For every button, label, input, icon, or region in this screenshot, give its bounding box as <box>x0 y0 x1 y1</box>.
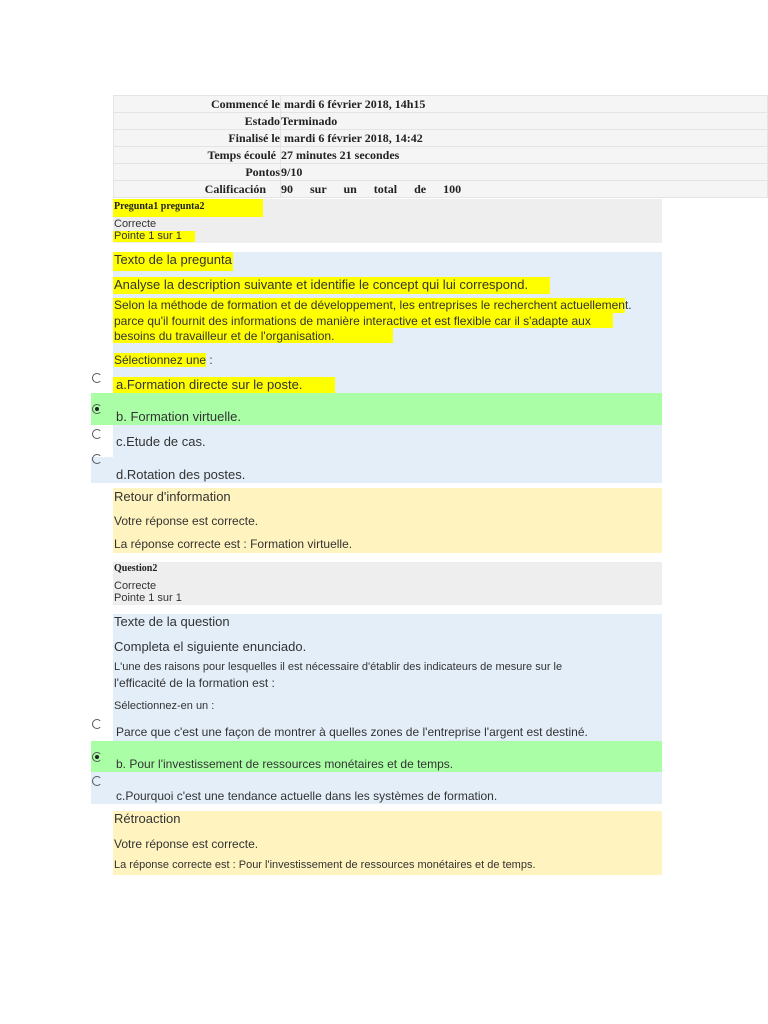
q1-option-d[interactable]: d.Rotation des postes. <box>116 467 246 482</box>
summary-row-time <box>114 147 768 164</box>
q2-feedback-answer: La réponse correcte est : Pour l'investissement de ressources monétaires et de temps. <box>114 859 536 871</box>
q1-option-c[interactable]: c.Etude de cas. <box>116 434 206 449</box>
summary-label: Temps écoulé <box>114 147 281 164</box>
q1-feedback-answer: La réponse correcte est : Formation virtuelle. <box>114 537 353 551</box>
attempt-summary-table <box>113 95 768 198</box>
summary-value: 90 sur un total de 100 <box>281 181 768 198</box>
q1-select-label-suffix: : <box>206 353 213 367</box>
q2-option-a-radio[interactable] <box>92 719 102 729</box>
summary-value: Terminado <box>281 113 768 130</box>
q1-option-d-radio[interactable] <box>92 454 102 464</box>
q1-points: Pointe 1 sur 1 <box>114 230 182 242</box>
summary-row-started <box>114 96 768 113</box>
q1-text-label: Texto de la pregunta <box>114 252 232 267</box>
q1-option-b-radio[interactable] <box>92 404 102 414</box>
q1-state: Correcte <box>114 218 157 230</box>
summary-value: mardi 6 février 2018, 14:42 <box>281 130 768 147</box>
summary-label: Pontos <box>114 164 281 181</box>
q2-points: Pointe 1 sur 1 <box>114 592 182 604</box>
summary-label: Commencé le <box>114 96 281 113</box>
summary-label: Finalisé le <box>114 130 281 147</box>
q2-prompt: Completa el siguiente enunciado. <box>114 639 307 654</box>
summary-row-grade <box>114 181 768 198</box>
summary-row-finished <box>114 130 768 147</box>
q1-select-label-text: Sélectionnez une <box>114 353 207 367</box>
q2-state: Correcte <box>114 580 157 592</box>
summary-row-state <box>114 113 768 130</box>
summary-value: mardi 6 février 2018, 14h15 <box>281 96 768 113</box>
q2-option-a[interactable]: Parce que c'est une façon de montrer à quelles zones de l'entreprise l'argent est destiné. <box>116 725 588 739</box>
q1-feedback-result: Votre réponse est correcte. <box>114 514 259 528</box>
q1-option-c-radio[interactable] <box>92 429 102 439</box>
q1-description-line-1: Selon la méthode de formation et de développement, les entreprises le recherchent actuellement. <box>114 298 632 312</box>
q1-heading: Pregunta1 pregunta2 <box>114 201 205 212</box>
q2-heading: Question2 <box>114 563 158 574</box>
q2-description-line-1: L'une des raisons pour lesquelles il est nécessaire d'établir des indicateurs de mesure sur le <box>114 661 563 673</box>
q2-info-panel <box>113 562 662 605</box>
q2-description-line-2: l'efficacité de la formation est : <box>114 676 275 690</box>
q1-option-a-radio[interactable] <box>92 373 102 383</box>
q1-prompt: Analyse la description suivante et identifie le concept qui lui correspond. <box>114 277 529 292</box>
summary-label: Calificación <box>114 181 281 198</box>
summary-value: 27 minutes 21 secondes <box>281 147 768 164</box>
q1-option-b[interactable]: b. Formation virtuelle. <box>116 409 241 424</box>
q2-text-label: Texte de la question <box>114 614 230 629</box>
q1-option-a[interactable]: a.Formation directe sur le poste. <box>116 377 303 392</box>
q2-select-label: Sélectionnez-en un : <box>114 700 215 712</box>
summary-value: 9/10 <box>281 164 768 181</box>
q2-option-b-radio[interactable] <box>92 752 102 762</box>
q2-option-c-radio[interactable] <box>92 776 102 786</box>
summary-row-points <box>114 164 768 181</box>
q1-feedback-label: Retour d'information <box>114 489 231 504</box>
q1-description-line-3: besoins du travailleur et de l'organisation. <box>114 329 335 343</box>
q2-feedback-label: Rétroaction <box>114 811 181 826</box>
q1-description-line-2: parce qu'il fournit des informations de manière interactive et est flexible car il s'adapte aux <box>114 314 591 328</box>
summary-label: Estado <box>114 113 281 130</box>
q1-select-label <box>114 353 213 367</box>
q2-feedback-result: Votre réponse est correcte. <box>114 837 259 851</box>
q2-option-c[interactable]: c.Pourquoi c'est une tendance actuelle dans les systèmes de formation. <box>116 789 498 803</box>
q2-option-b[interactable]: b. Pour l'investissement de ressources monétaires et de temps. <box>116 757 454 771</box>
